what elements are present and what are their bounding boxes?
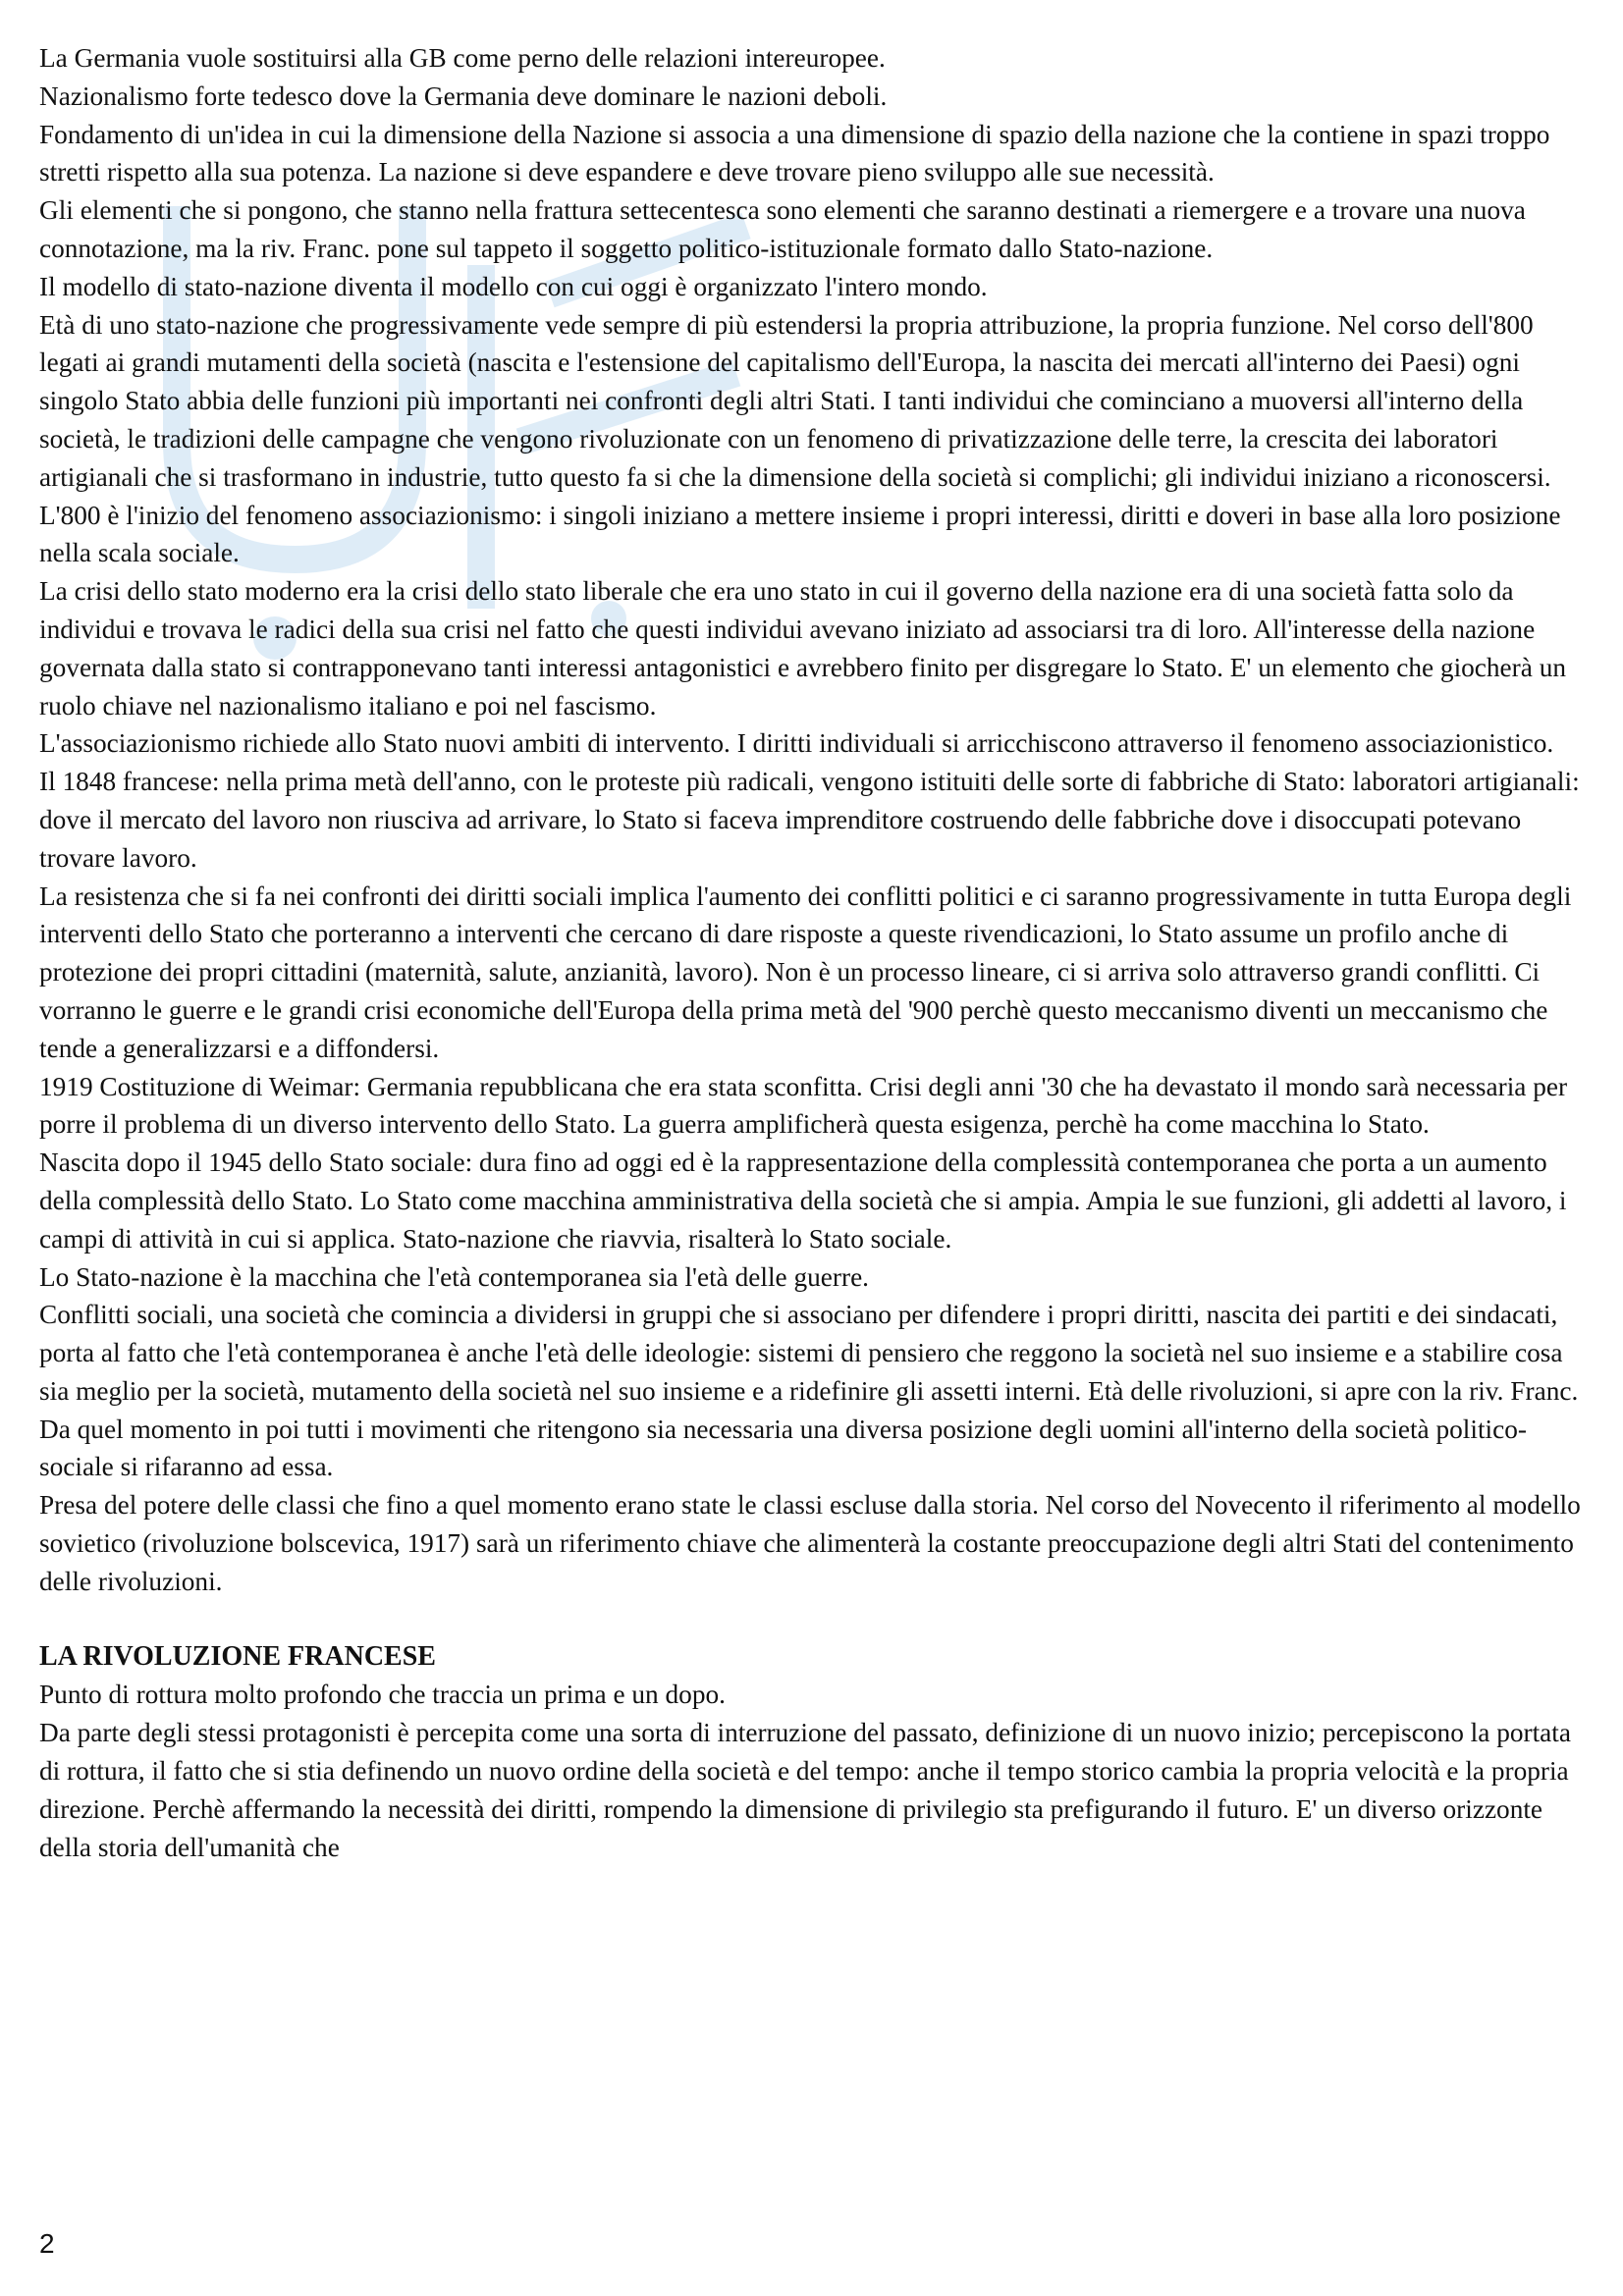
paragraph: Conflitti sociali, una società che comincia a dividersi in gruppi che si associano per difendere i propri diritti, nascita dei partiti e dei sindacati, porta al fatto che l'età contemporanea è anche l'età delle ideologie: sistemi di pensiero che reggono la società nel suo insieme e a stabilire cosa sia meglio per la società, mutamento della società nel suo insieme e a ridefinire gli assetti interni. Età delle rivoluzioni, si apre con la riv. Franc. Da quel momento in poi tutti i movimenti che ritengono sia necessaria una diversa posizione degli uomini all'interno della società politico-sociale si rifaranno ad essa. bbox=[39, 1300, 1579, 1482]
body-text bbox=[39, 39, 1596, 1601]
paragraph: La resistenza che si fa nei confronti dei diritti sociali implica l'aumento dei conflitti politici e ci saranno progressivamente in tutta Europa degli interventi dello Stato che porteranno a interventi che cercano di dare risposte a queste rivendicazioni, lo Stato assume un profilo anche di protezione dei propri cittadini (maternità, salute, anzianità, lavoro). Non è un processo lineare, ci si arriva solo attraverso grandi conflitti. Ci vorranno le guerre e le grandi crisi economiche dell'Europa della prima metà del '900 perchè questo meccanismo diventi un meccanismo che tende a generalizzarsi e a diffondersi. bbox=[39, 881, 1572, 1063]
paragraph: L'associazionismo richiede allo Stato nuovi ambiti di intervento. I diritti individuali si arricchiscono attraverso il fenomeno associazionistico. bbox=[39, 728, 1554, 759]
paragraph: Il 1848 francese: nella prima metà dell'anno, con le proteste più radicali, vengono istituiti delle sorte di fabbriche di Stato: laboratori artigianali: dove il mercato del lavoro non riusciva ad arrivare, lo Stato si faceva imprenditore costruendo delle fabbriche dove i disoccupati potevano trovare lavoro. bbox=[39, 767, 1580, 873]
paragraph: Età di uno stato-nazione che progressivamente vede sempre di più estendersi la propria attribuzione, la propria funzione. Nel corso dell'800 legati ai grandi mutamenti della società (nascita e l'estensione del capitalismo dell'Europa, la nascita dei mercati all'interno dei Paesi) ogni singolo Stato abbia delle funzioni più importanti nei confronti degli altri Stati. I tanti individui che cominciano a muoversi all'interno della società, le tradizioni delle campagne che vengono rivoluzionate con un fenomeno di privatizzazione delle terre, la crescita dei laboratori artigianali che si trasformano in industrie, tutto questo fa si che la dimensione della società si complichi; gli individui iniziano a riconoscersi. L'800 è l'inizio del fenomeno associazionismo: i singoli iniziano a mettere insieme i propri interessi, diritti e doveri in base alla loro posizione nella scala sociale. bbox=[39, 309, 1561, 568]
paragraph: Fondamento di un'idea in cui la dimensione della Nazione si associa a una dimensione di spazio della nazione che la contiene in spazi troppo stretti rispetto alla sua potenza. La nazione si deve espandere e deve trovare pieno sviluppo alle sue necessità. bbox=[39, 119, 1550, 187]
paragraph: La crisi dello stato moderno era la crisi dello stato liberale che era uno stato in cui il governo della nazione era di una società fatta solo da individui e trovava le radici della sua crisi nel fatto che questi individui avevano iniziato ad associarsi tra di loro. All'interesse della nazione governata dalla stato si contrapponevano tanti interessi antagonistici e avrebbero finito per disgregare lo Stato. E' un elemento che giocherà un ruolo chiave nel nazionalismo italiano e poi nel fascismo. bbox=[39, 576, 1567, 721]
paragraph: Nazionalismo forte tedesco dove la Germania deve dominare le nazioni deboli. bbox=[39, 80, 888, 111]
paragraph: Da parte degli stessi protagonisti è percepita come una sorta di interruzione del passato, definizione di un nuovo inizio; percepiscono la portata di rottura, il fatto che si stia definendo un nuovo ordine della società e del tempo: anche il tempo storico cambia la propria velocità e la propria direzione. Perchè affermando la necessità dei diritti, rompendo la dimensione di privilegio sta prefigurando il futuro. E' un diverso orizzonte della storia dell'umanità che bbox=[39, 1718, 1571, 1862]
paragraph: Nascita dopo il 1945 dello Stato sociale: dura fino ad oggi ed è la rappresentazione della complessità contemporanea che porta a un aumento della complessità dello Stato. Lo Stato come macchina amministrativa della società che si ampia. Ampia le sue funzioni, gli addetti al lavoro, i campi di attività in cui si applica. Stato-nazione che riavvia, risalterà lo Stato sociale. bbox=[39, 1148, 1567, 1254]
document-page bbox=[39, 39, 1596, 1866]
paragraph: Il modello di stato-nazione diventa il modello con cui oggi è organizzato l'intero mondo. bbox=[39, 271, 988, 301]
page-number: 2 bbox=[39, 2228, 55, 2259]
paragraph: Presa del potere delle classi che fino a quel momento erano state le classi escluse dalla storia. Nel corso del Novecento il riferimento al modello sovietico (rivoluzione bolscevica, 1917) sarà un riferimento chiave che alimenterà la costante preoccupazione degli altri Stati del contenimento delle rivoluzioni. bbox=[39, 1490, 1581, 1596]
paragraph: Lo Stato-nazione è la macchina che l'età contemporanea sia l'età delle guerre. bbox=[39, 1261, 870, 1292]
paragraph: Gli elementi che si pongono, che stanno nella frattura settecentesca sono elementi che saranno destinati a riemergere e a trovare una nuova connotazione, ma la riv. Franc. pone sul tappeto il soggetto politico-istituzionale formato dallo Stato-nazione. bbox=[39, 195, 1526, 263]
paragraph: 1919 Costituzione di Weimar: Germania repubblicana che era stata sconfitta. Crisi degli anni '30 che ha devastato il mondo sarà necessaria per porre il problema di un diverso intervento dello Stato. La guerra amplificherà questa esigenza, perchè ha come macchina lo Stato. bbox=[39, 1071, 1568, 1140]
section-body bbox=[39, 1676, 1596, 1866]
section-heading: LA RIVOLUZIONE FRANCESE bbox=[39, 1640, 436, 1672]
paragraph: La Germania vuole sostituirsi alla GB come perno delle relazioni intereuropee. bbox=[39, 43, 886, 73]
paragraph: Punto di rottura molto profondo che traccia un prima e un dopo. bbox=[39, 1680, 726, 1710]
